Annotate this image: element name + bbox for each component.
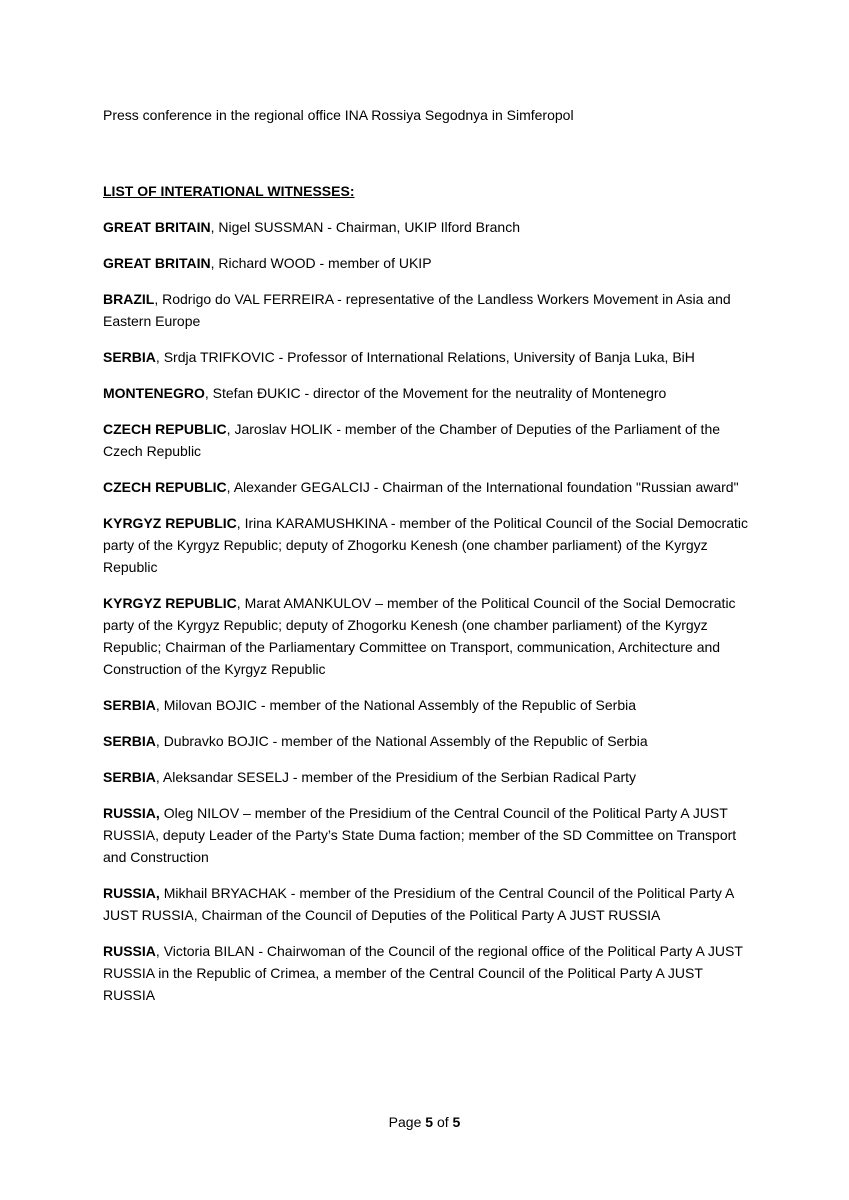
footer-total-pages: 5 bbox=[452, 1114, 461, 1130]
witness-description: Rodrigo do VAL FERREIRA - representative of the Landless Workers Movement in Asia and Eastern Europe bbox=[103, 291, 731, 329]
footer-page-word: Page bbox=[388, 1114, 422, 1130]
document-body bbox=[103, 104, 753, 1020]
witness-country: SERBIA bbox=[103, 733, 156, 749]
witness-description: Alexander GEGALCIJ - Chairman of the International foundation "Russian award" bbox=[233, 479, 739, 495]
witness-country: CZECH REPUBLIC bbox=[103, 421, 227, 437]
witness-country: CZECH REPUBLIC bbox=[103, 479, 227, 495]
witness-description: Jaroslav HOLIK - member of the Chamber of Deputies of the Parliament of the Czech Republic bbox=[103, 421, 721, 459]
witness-list bbox=[103, 216, 753, 1006]
witness-separator: , bbox=[155, 349, 164, 365]
page-footer bbox=[0, 1112, 849, 1132]
witness-country: RUSSIA, bbox=[103, 885, 160, 901]
witness-country: KYRGYZ REPUBLIC bbox=[103, 595, 237, 611]
witness-separator: , bbox=[236, 595, 245, 611]
witness-country: SERBIA bbox=[103, 769, 156, 785]
witness-country: MONTENEGRO bbox=[103, 385, 205, 401]
witness-entry bbox=[103, 476, 753, 498]
witness-entry bbox=[103, 382, 753, 404]
witness-entry bbox=[103, 694, 753, 716]
witness-list-heading: LIST OF INTERATIONAL WITNESSES: bbox=[103, 183, 355, 199]
witness-separator: , bbox=[155, 697, 164, 713]
witness-entry bbox=[103, 288, 753, 332]
witness-entry bbox=[103, 216, 753, 238]
witness-description: Milovan BOJIC - member of the National Assembly of the Republic of Serbia bbox=[163, 697, 637, 713]
witness-entry bbox=[103, 418, 753, 462]
witness-entry bbox=[103, 802, 753, 868]
witness-separator: , bbox=[204, 385, 213, 401]
witness-description: Victoria BILAN - Chairwoman of the Council of the regional office of the Political Party A JUST RUSSIA in the Republic of Crimea, a member of the Central Council of the Political Party A JUST RUSSIA bbox=[103, 943, 743, 1003]
witness-description: Richard WOOD - member of UKIP bbox=[218, 255, 432, 271]
witness-description: Srdja TRIFKOVIC - Professor of International Relations, University of Banja Luka, BiH bbox=[163, 349, 695, 365]
witness-description: Oleg NILOV – member of the Presidium of the Central Council of the Political Party A JUST RUSSIA, deputy Leader of the Party’s State Duma faction; member of the SD Committee on Transport and Construction bbox=[103, 805, 737, 865]
witness-entry bbox=[103, 766, 753, 788]
witness-description: Mikhail BRYACHAK - member of the Presidium of the Central Council of the Political Party A JUST RUSSIA, Chairman of the Council of Deputies of the Political Party A JUST RUSSIA bbox=[103, 885, 734, 923]
witness-description: Stefan ĐUKIC - director of the Movement for the neutrality of Montenegro bbox=[212, 385, 667, 401]
witness-entry bbox=[103, 592, 753, 680]
witness-country: RUSSIA, bbox=[103, 805, 160, 821]
footer-current-page: 5 bbox=[425, 1114, 434, 1130]
witness-entry bbox=[103, 252, 753, 274]
witness-separator: , bbox=[210, 255, 219, 271]
witness-separator: , bbox=[155, 769, 163, 785]
witness-separator: , bbox=[154, 291, 163, 307]
witness-country: BRAZIL bbox=[103, 291, 155, 307]
witness-entry bbox=[103, 730, 753, 752]
witness-separator: , bbox=[226, 421, 235, 437]
witness-country: GREAT BRITAIN bbox=[103, 255, 211, 271]
witness-entry bbox=[103, 512, 753, 578]
witness-entry bbox=[103, 940, 753, 1006]
witness-description: Aleksandar SESELJ - member of the Presidium of the Serbian Radical Party bbox=[162, 769, 637, 785]
witness-separator: , bbox=[155, 943, 164, 959]
witness-description: Marat AMANKULOV – member of the Political Council of the Social Democratic party of the Kyrgyz Republic; deputy of Zhogorku Kenesh (one chamber parliament) of the Kyrgyz Republic; Chairman of the Parliamentary Committee on Transport, communication, Architecture and Construction of the Kyrgyz Republic bbox=[103, 595, 736, 677]
witness-separator: , bbox=[236, 515, 245, 531]
witness-entry bbox=[103, 346, 753, 368]
witness-country: SERBIA bbox=[103, 697, 156, 713]
witness-separator: , bbox=[155, 733, 164, 749]
witness-country: RUSSIA bbox=[103, 943, 156, 959]
witness-country: KYRGYZ REPUBLIC bbox=[103, 515, 237, 531]
intro-line: Press conference in the regional office INA Rossiya Segodnya in Simferopol bbox=[103, 107, 574, 123]
footer-of-word: of bbox=[436, 1114, 449, 1130]
witness-country: GREAT BRITAIN bbox=[103, 219, 211, 235]
witness-entry bbox=[103, 882, 753, 926]
witness-separator: , bbox=[210, 219, 219, 235]
witness-separator: , bbox=[226, 479, 234, 495]
witness-country: SERBIA bbox=[103, 349, 156, 365]
witness-description: Dubravko BOJIC - member of the National Assembly of the Republic of Serbia bbox=[163, 733, 648, 749]
witness-description: Irina KARAMUSHKINA - member of the Political Council of the Social Democratic party of the Kyrgyz Republic; deputy of Zhogorku Kenesh (one chamber parliament) of the Kyrgyz Republic bbox=[103, 515, 748, 575]
witness-description: Nigel SUSSMAN - Chairman, UKIP Ilford Branch bbox=[218, 219, 520, 235]
